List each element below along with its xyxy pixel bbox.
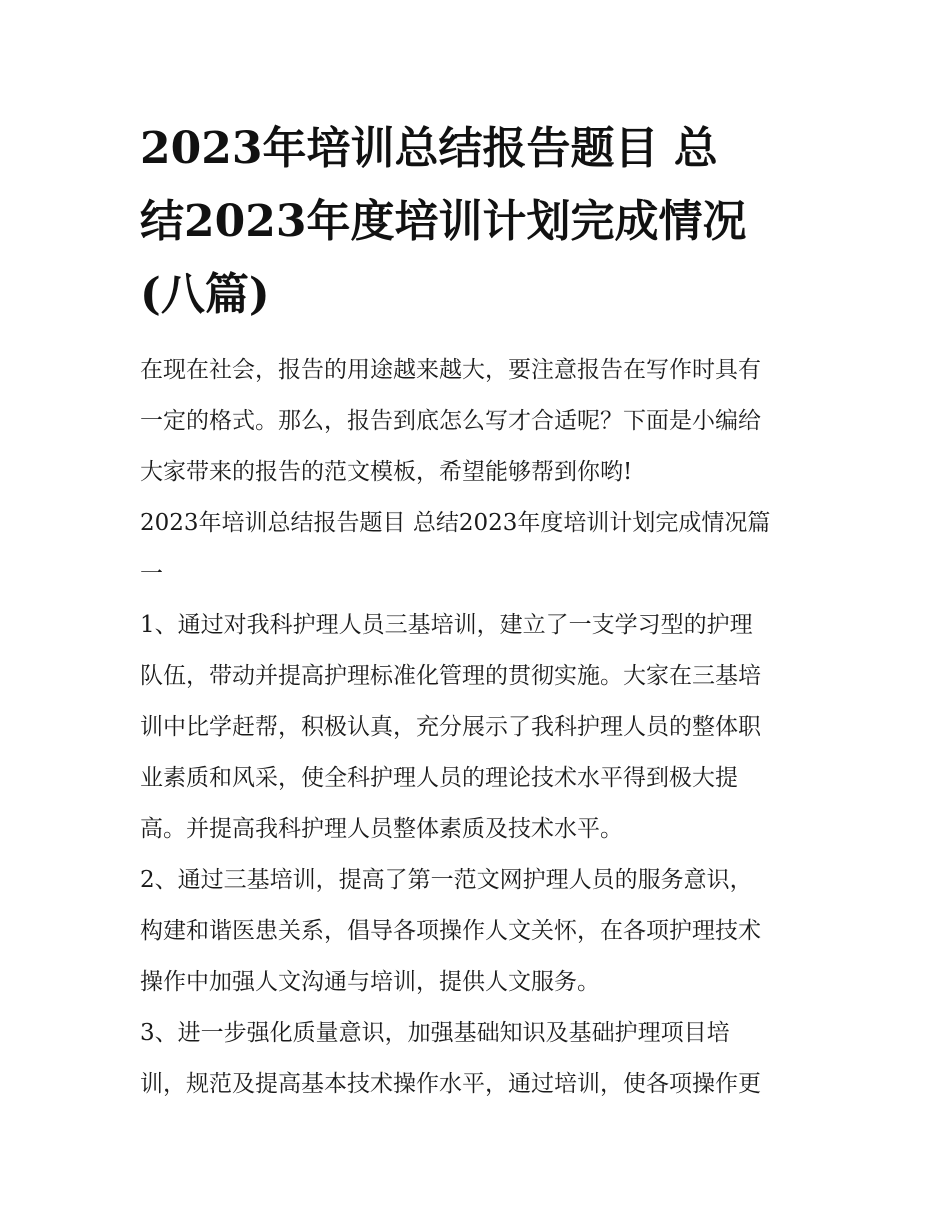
- text-line: 构建和谐医患关系，倡导各项操作人文关怀，在各项护理技术: [140, 918, 761, 944]
- title-line: 2023年培训总结报告题目 总: [140, 123, 718, 174]
- title-line: 结2023年度培训计划完成情况: [140, 196, 747, 247]
- text-line: 1、通过对我科护理人员三基培训，建立了一支学习型的护理: [140, 612, 753, 638]
- text-line: 高。并提高我科护理人员整体素质及技术水平。: [140, 816, 623, 842]
- text-line: 训中比学赶帮，积极认真，充分展示了我科护理人员的整体职: [140, 714, 761, 740]
- list-item-3: [140, 1008, 815, 1110]
- text-line: 操作中加强人文沟通与培训，提供人文服务。: [140, 969, 600, 995]
- text-line: 一: [140, 561, 163, 587]
- text-line: 业素质和风采，使全科护理人员的理论技术水平得到极大提: [140, 765, 738, 791]
- text-line: 3、进一步强化质量意识，加强基础知识及基础护理项目培: [140, 1020, 730, 1046]
- document-page: [140, 112, 815, 1110]
- text-line: 2、通过三基培训，提高了第一范文网护理人员的服务意识，: [140, 867, 753, 893]
- intro-paragraph: [140, 345, 815, 498]
- text-line: 队伍，带动并提高护理标准化管理的贯彻实施。大家在三基培: [140, 663, 761, 689]
- list-item-2: [140, 855, 815, 1008]
- text-line: 训，规范及提高基本技术操作水平，通过培训，使各项操作更: [140, 1071, 761, 1097]
- list-item-1: [140, 600, 815, 855]
- text-line: 在现在社会，报告的用途越来越大，要注意报告在写作时具有: [140, 357, 761, 383]
- text-line: 2023年培训总结报告题目 总结2023年度培训计划完成情况篇: [140, 510, 771, 536]
- section-heading: [140, 498, 815, 600]
- title-line: (八篇): [140, 269, 270, 320]
- document-body: [140, 345, 815, 1110]
- document-title: [140, 112, 815, 331]
- text-line: 一定的格式。那么，报告到底怎么写才合适呢？下面是小编给: [140, 408, 761, 434]
- text-line: 大家带来的报告的范文模板，希望能够帮到你哟!: [140, 459, 633, 485]
